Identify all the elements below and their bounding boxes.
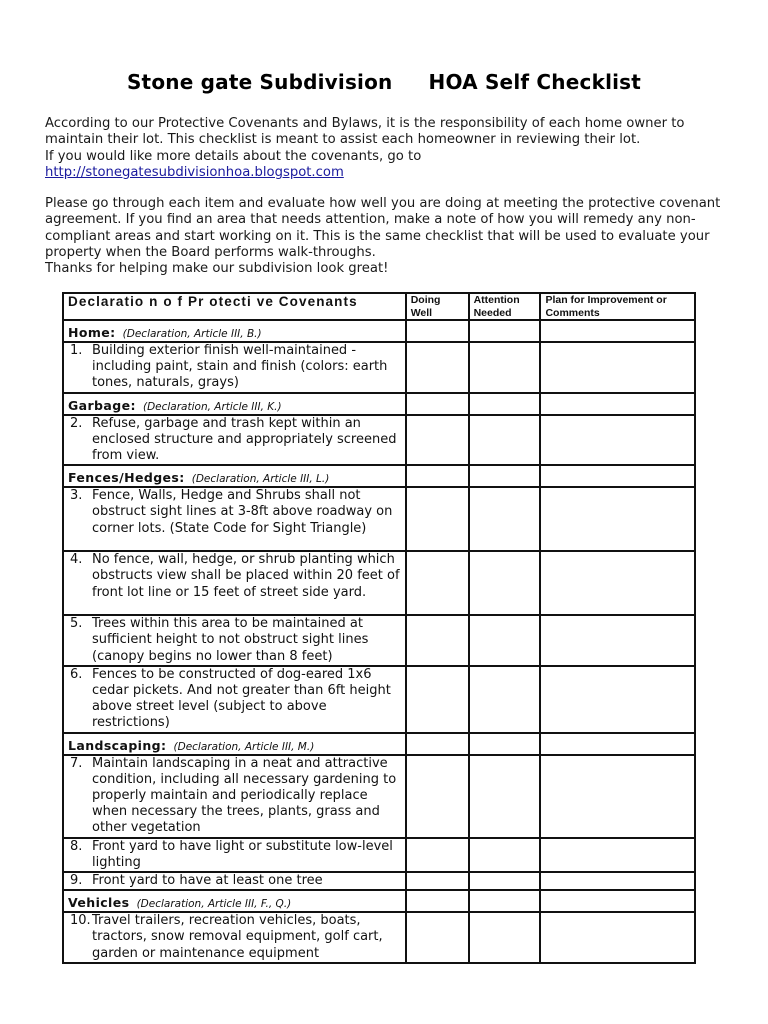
section-doing-well-cell [406,465,469,487]
checklist-item-row [63,487,695,551]
plan-comment-cell[interactable] [540,415,695,466]
attention-needed-checkbox-cell[interactable] [469,912,541,963]
checklist-item-row [63,838,695,872]
section-name: Home: [68,325,116,340]
checklist-body [63,320,695,963]
section-reference: (Declaration, Article III, F., Q.) [136,898,292,911]
section-name: Landscaping: [68,737,167,753]
doing-well-checkbox-cell[interactable] [406,415,469,466]
document-title [0,70,768,94]
item-text: Maintain landscaping in a neat and attractive condition, including all necessary gardening to properly maintain and periodically replace when necessary the trees, plants, grass and other vegetation [92,755,397,836]
section-name: Fences/Hedges: [68,470,185,486]
item-number: 3. [70,488,83,504]
attention-needed-checkbox-cell[interactable] [469,551,541,615]
item-number: 9. [70,873,83,889]
attention-needed-checkbox-cell[interactable] [469,342,541,393]
checklist-item-row [63,755,695,838]
item-text: Fences to be constructed of dog-eared 1x6 cedar pickets. And not greater than 6ft height above street level (subject to above restrictions) [92,666,391,731]
header-doing-well: Doing Well [406,293,469,320]
intro-paragraph-1: According to our Protective Covenants and Bylaws, it is the responsibility of each home owner to maintain their lot. This checklist is meant to assist each homeowner in reviewing their lot. [45,116,685,148]
doing-well-checkbox-cell[interactable] [406,838,469,872]
section-title [63,320,406,342]
item-description [63,838,406,872]
item-text: Front yard to have light or substitute low-level lighting [92,838,393,870]
section-row [63,890,695,912]
item-description [63,487,406,551]
section-title [63,465,406,487]
attention-needed-checkbox-cell[interactable] [469,615,541,666]
item-number: 4. [70,552,83,568]
item-text: Trees within this area to be maintained at sufficient height to not obstruct sight lines (canopy begins no lower than 8 feet) [92,616,369,664]
checklist-item-row [63,415,695,466]
header-covenants: Declaratio n o f Pr otecti ve Covenants [63,293,406,320]
section-plan-cell [540,320,695,342]
header-plan: Plan for Improvement or Comments [540,293,695,320]
item-description [63,551,406,615]
intro-paragraph-3: Thanks for helping make our subdivision look great! [45,261,389,277]
section-plan-cell [540,890,695,912]
plan-comment-cell[interactable] [540,342,695,393]
section-attention-needed-cell [469,393,541,415]
item-number: 5. [70,616,83,632]
item-number: 10. [70,913,91,929]
checklist-table [62,292,696,964]
section-reference: (Declaration, Article III, B.) [122,328,262,340]
checklist-item-row [63,342,695,393]
title-checklist: HOA Self Checklist [428,70,642,94]
section-reference: (Declaration, Article III, L.) [191,473,330,486]
section-attention-needed-cell [469,320,541,342]
intro-paragraph-1b: If you would like more details about the covenants, go to [45,148,422,164]
section-plan-cell [540,733,695,755]
attention-needed-checkbox-cell[interactable] [469,755,541,838]
table-header-row [63,293,695,320]
item-description [63,912,406,963]
section-reference: (Declaration, Article III, M.) [173,740,315,753]
intro-paragraph-2: Please go through each item and evaluate how well you are doing at meeting the protective covenant agreement. If you find an area that needs attention, make a note of how you will remedy any non-compliant areas and start working on it. This is the same checklist that will be used to evaluate your property when the Board performs walk-throughs. [45,196,721,260]
doing-well-checkbox-cell[interactable] [406,666,469,733]
section-title [63,733,406,755]
checklist-item-row [63,666,695,733]
item-number: 1. [70,343,83,358]
section-plan-cell [540,393,695,415]
section-doing-well-cell [406,733,469,755]
plan-comment-cell[interactable] [540,551,695,615]
item-text: Building exterior finish well-maintained - including paint, stain and finish (colors: earth tones, naturals, grays) [92,343,388,391]
item-text: Front yard to have at least one tree [92,873,323,889]
item-text: Fence, Walls, Hedge and Shrubs shall not obstruct sight lines at 3-8ft above roadway on corner lots. (State Code for Sight Triangle) [92,488,393,536]
doing-well-checkbox-cell[interactable] [406,755,469,838]
plan-comment-cell[interactable] [540,666,695,733]
checklist-item-row [63,551,695,615]
section-row [63,465,695,487]
section-row [63,733,695,755]
checklist-item-row [63,615,695,666]
section-plan-cell [540,465,695,487]
plan-comment-cell[interactable] [540,487,695,551]
section-row [63,393,695,415]
item-description [63,342,406,393]
section-doing-well-cell [406,890,469,912]
section-doing-well-cell [406,393,469,415]
doing-well-checkbox-cell[interactable] [406,487,469,551]
section-attention-needed-cell [469,733,541,755]
plan-comment-cell[interactable] [540,838,695,872]
item-text: Travel trailers, recreation vehicles, boats, tractors, snow removal equipment, golf cart, garden or maintenance equipment [92,913,383,961]
plan-comment-cell[interactable] [540,912,695,963]
attention-needed-checkbox-cell[interactable] [469,838,541,872]
attention-needed-checkbox-cell[interactable] [469,666,541,733]
item-description [63,615,406,666]
section-row [63,320,695,342]
header-attention-needed: Attention Needed [469,293,541,320]
item-description [63,415,406,466]
item-text: Refuse, garbage and trash kept within an enclosed structure and appropriately screened from view. [92,415,397,464]
item-description [63,666,406,733]
item-number: 8. [70,838,83,854]
section-title [63,890,406,912]
attention-needed-checkbox-cell[interactable] [469,872,541,890]
section-doing-well-cell [406,320,469,342]
doing-well-checkbox-cell[interactable] [406,551,469,615]
doing-well-checkbox-cell[interactable] [406,342,469,393]
item-number: 2. [70,415,83,431]
attention-needed-checkbox-cell[interactable] [469,415,541,466]
section-name: Vehicles [68,895,130,911]
item-description [63,755,406,838]
plan-comment-cell[interactable] [540,615,695,666]
plan-comment-cell[interactable] [540,872,695,890]
doing-well-checkbox-cell[interactable] [406,912,469,963]
blog-link[interactable]: http://stonegatesubdivisionhoa.blogspot.com [45,164,344,180]
item-number: 6. [70,666,83,682]
plan-comment-cell[interactable] [540,755,695,838]
item-number: 7. [70,755,83,771]
instructions-block [45,196,745,277]
section-name: Garbage: [68,397,136,413]
item-text: No fence, wall, hedge, or shrub planting which obstructs view shall be placed within 20 feet of front lot line or 15 feet of street side yard. [92,552,400,600]
item-description [63,872,406,890]
intro-block [45,116,745,181]
section-attention-needed-cell [469,890,541,912]
doing-well-checkbox-cell[interactable] [406,872,469,890]
attention-needed-checkbox-cell[interactable] [469,487,541,551]
section-title [63,393,406,415]
title-subdivision: Stone gate Subdivision [126,70,393,94]
section-reference: (Declaration, Article III, K.) [142,400,282,413]
doing-well-checkbox-cell[interactable] [406,615,469,666]
checklist-item-row [63,872,695,890]
checklist-item-row [63,912,695,963]
section-attention-needed-cell [469,465,541,487]
